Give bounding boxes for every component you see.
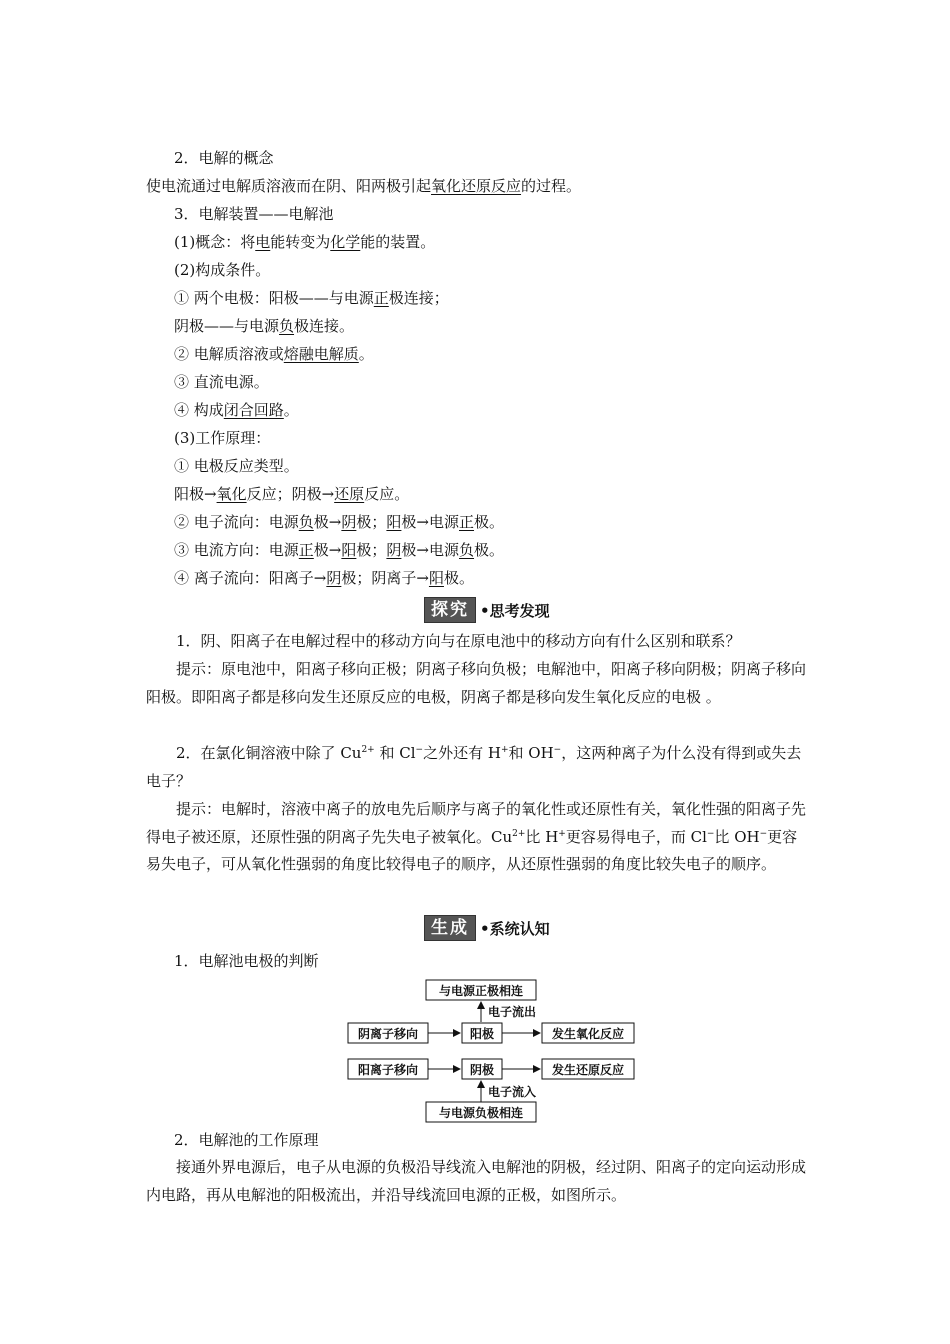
generate-item-1: 1．电解池电极的判断	[174, 952, 319, 970]
bottom-box-label: 与电源负极相连	[438, 1106, 524, 1120]
answer-1: 提示：原电池中，阳离子移向正极；阴离子移向负极；电解池中，阳离子移向阴极；阴离子移向阳极。即阳离子都是移向发生还原反应的电极，阴离子都是移向发生氧化反应的电极 。	[146, 660, 807, 706]
anode-box-label: 阳极	[469, 1027, 495, 1041]
electrode-diagram-svg	[340, 978, 640, 1128]
generate-item-2: 2．电解池的工作原理	[174, 1131, 319, 1149]
cathode-box-label: 阴极	[469, 1063, 495, 1077]
condition-1: ① 两个电极：阳极——与电源正极连接；	[174, 289, 449, 307]
out-label: 电子流出	[488, 1005, 537, 1019]
condition-2: ② 电解质溶液或熔融电解质。	[174, 345, 374, 363]
principle-text: 接通外界电源后，电子从电源的负极沿导线流入电解池的阴极，经过阴、阳离子的定向运动形成内电路，再从电解池的阳极流出，并沿导线流回电源的正极，如图所示。	[146, 1158, 807, 1204]
top-box-label: 与电源正极相连	[438, 984, 524, 998]
red-box-label: 发生还原反应	[551, 1063, 625, 1077]
explore-banner	[424, 597, 550, 623]
oxid-box-label: 发生氧化反应	[551, 1027, 625, 1041]
in-label: 电子流入	[488, 1085, 537, 1099]
work-3: ③ 电流方向：电源正极→阳极；阴极→电源负极。	[174, 541, 505, 559]
work-2: ② 电子流向：电源负极→阴极；阳极→电源正极。	[174, 513, 505, 531]
answer-2: 提示：电解时，溶液中离子的放电先后顺序与离子的氧化性或还原性有关，氧化性强的阳离子先得电子被还原，还原性强的阴离子先失电子被氧化。$Cu^{2+}$比 H+更容易得电子，而 Cl−比 OH−更容易失电子，可从氧化性强弱的角度比较得电子的顺序，从还原性强弱的角度比较失电子的顺序。	[146, 800, 807, 873]
condition-1b: 阴极——与电源负极连接。	[174, 317, 355, 335]
section2-text: 使电流通过电解质溶液而在阴、阳两极引起氧化还原反应的过程。	[146, 177, 582, 195]
work-4: ④ 离子流向：阳离子→阴极；阴离子→阳极。	[174, 569, 474, 587]
work-heading: (3)工作原理：	[174, 429, 271, 447]
section2-heading: 2．电解的概念	[174, 149, 274, 167]
condition-3: ③ 直流电源。	[174, 373, 269, 391]
section3-heading: 3．电解装置——电解池	[174, 205, 334, 223]
question-2: 2．在氯化铜溶液中除了 $Cu^{2+}$ 和 Cl−之外还有 H+和 OH−，这两种离子为什么没有得到或失去电子？	[146, 744, 802, 790]
work-1b: 阳极→氧化反应；阴极→还原反应。	[174, 485, 410, 503]
condition-4: ④ 构成闭合回路。	[174, 401, 299, 419]
generate-banner	[424, 915, 550, 941]
generate-tag: 生成	[424, 915, 476, 941]
question-1: 1．阴、阳离子在电解过程中的移动方向与在原电池中的移动方向有什么区别和联系？	[176, 632, 741, 650]
conditions-heading: (2)构成条件。	[174, 261, 271, 279]
anion-box-label: 阴离子移向	[357, 1027, 419, 1041]
electrode-diagram	[340, 978, 640, 1128]
concept-line: (1)概念：将电能转变为化学能的装置。	[174, 233, 436, 251]
explore-subtitle: •思考发现	[480, 601, 550, 620]
cation-box-label: 阳离子移向	[357, 1063, 419, 1077]
explore-tag: 探究	[424, 597, 476, 623]
generate-subtitle: •系统认知	[480, 919, 550, 938]
work-1: ① 电极反应类型。	[174, 457, 299, 475]
